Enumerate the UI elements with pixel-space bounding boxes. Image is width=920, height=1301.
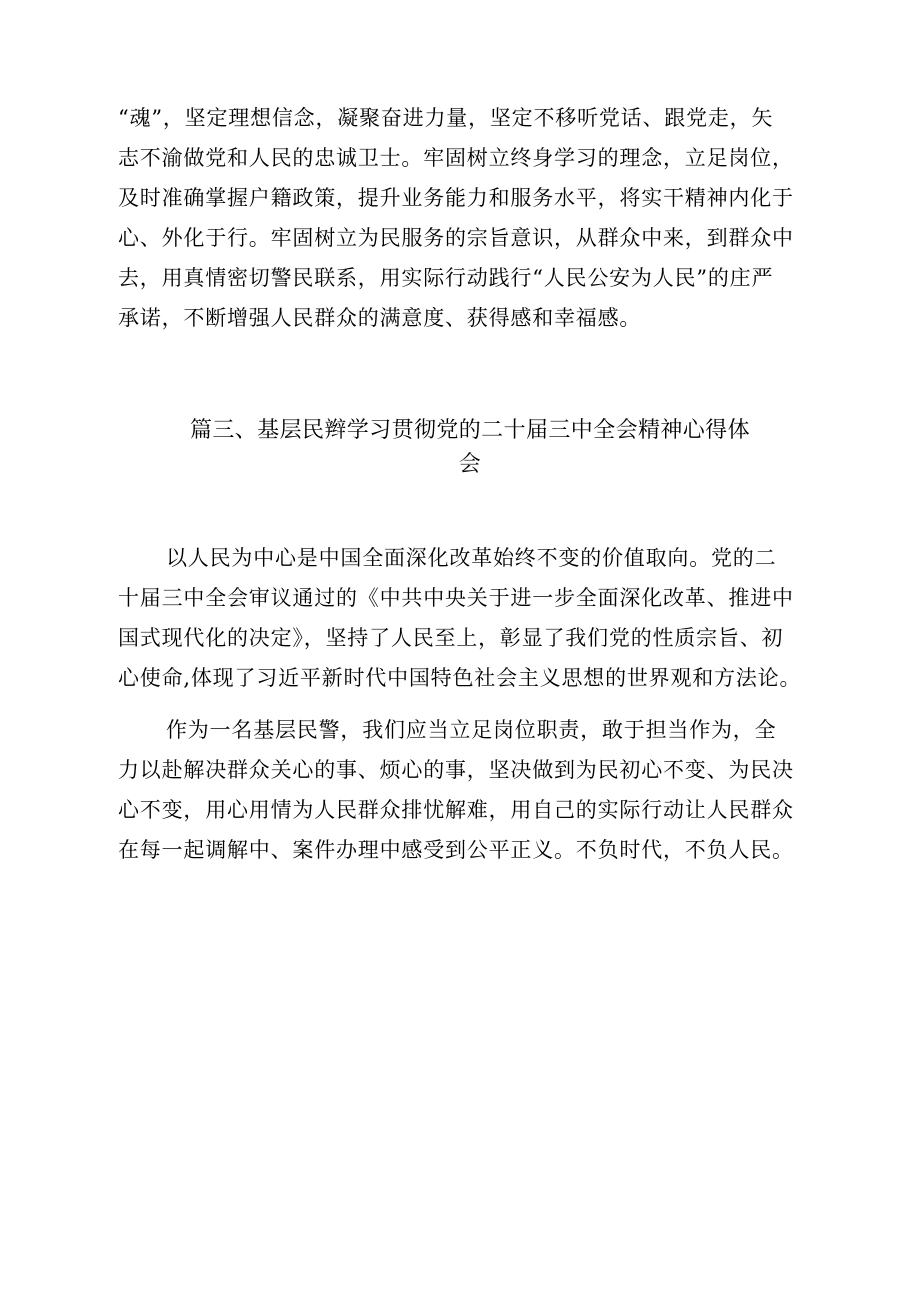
text-line: 心使命,体现了习近平新时代中国特色社会主义思想的世界观和方法论。 — [118, 666, 802, 690]
text-line: 及时准确掌握户籍政策，提升业务能力和服务水平，将实干精神内化于 — [118, 186, 794, 210]
text-line: 志不渝做党和人民的忠诚卫士。牢固树立终身学习的理念，立足岗位， — [118, 146, 794, 170]
text-line: 去，用真情密切警民联系，用实际行动践行“人民公安为人民”的庄严 — [118, 266, 774, 290]
text-line: 国式现代化的决定》，坚持了人民至上，彰显了我们党的性质宗旨、初 — [118, 626, 784, 650]
body-paragraph-2 — [118, 710, 806, 870]
continuation-paragraph — [118, 98, 806, 338]
body-paragraph-1 — [118, 538, 806, 698]
section-heading-line: 篇三、基层民辫学习贯彻党的二十届三中全会精神心得体 — [189, 418, 750, 443]
text-line: 在每一起调解中、案件办理中感受到公平正义。不负时代，不负人民。 — [118, 838, 794, 862]
text-line: 力以赴解决群众关心的事、烦心的事，坚决做到为民初心不变、为民决 — [118, 758, 794, 782]
text-line: “魂”，坚定理想信念，凝聚奋进力量，坚定不移听党话、跟党走，矢 — [118, 106, 774, 130]
text-line: 作为一名基层民警，我们应当立足岗位职责，敢于担当作为，全 — [166, 718, 777, 742]
section-heading — [90, 414, 850, 482]
text-line: 以人民为中心是中国全面深化改革始终不变的价值取向。党的二 — [166, 546, 777, 570]
text-line: 承诺，不断增强人民群众的满意度、获得感和幸福感。 — [118, 306, 642, 330]
text-line: 心不变，用心用情为人民群众排忧解难，用自己的实际行动让人民群众 — [118, 798, 794, 822]
text-line: 心、外化于行。牢固树立为民服务的宗旨意识，从群众中来，到群众中 — [118, 226, 794, 250]
text-line: 十届三中全会审议通过的《中共中央关于进一步全面深化改革、推进中 — [118, 586, 794, 610]
section-heading-line: 会 — [458, 452, 482, 477]
